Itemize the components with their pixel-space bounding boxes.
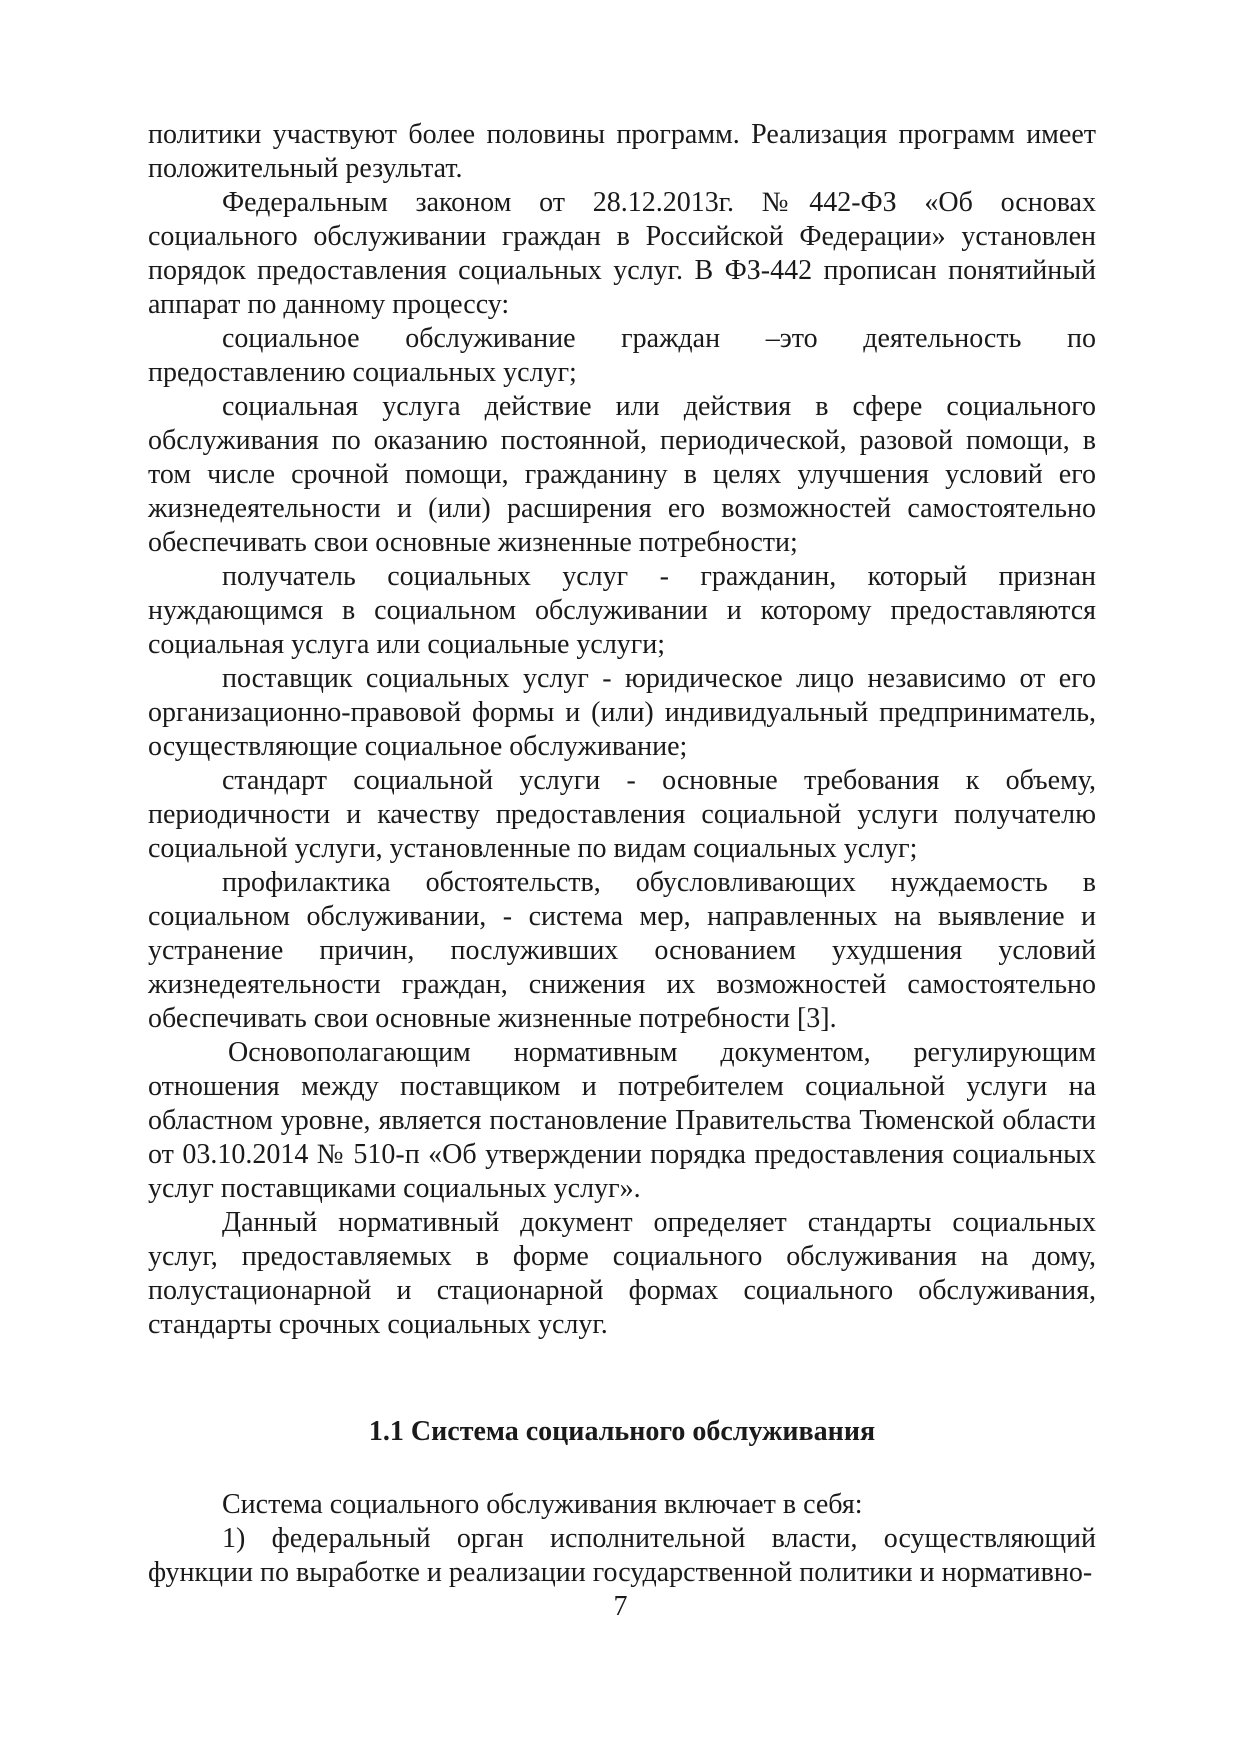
paragraph-system-includes: Система социального обслуживания включает в себя: [222,1489,863,1520]
section-heading: 1.1 Система социального обслуживания [368,1416,876,1447]
page-number: 7 [613,1591,628,1622]
paragraph-definition-standard: стандарт социальной услуги - основные требования к объему, периодичности и качеству предоставления социальной услуги получателю социальной услуги, установленные по видам социальных услуг; [148,765,1096,864]
paragraph-federal-law: Федеральным законом от 28.12.2013г. №442-ФЗ «Об основах социального обслуживании граждан в Российской Федерации» установлен порядок предоставления социальных услуг. В ФЗ-442 прописан понятийный аппарат по данному процессу: [148,187,1096,320]
paragraph-definition-recipient: получатель социальных услуг - гражданин, который признан нуждающимся в социальном обслуживании и которому предоставляются социальная услуга или социальные услуги; [148,561,1096,660]
paragraph-continuation: политики участвуют более половины программ. Реализация программ имеет положительный результат. [148,119,1096,184]
page-body [148,118,1096,1590]
paragraph-definition-provider: поставщик социальных услуг - юридическое лицо независимо от его организационно-правовой формы и (или) индивидуальный предприниматель, осуществляющие социальное обслуживание; [148,663,1096,762]
paragraph-regional-regulation: Основополагающим нормативным документом, регулирующим отношения между поставщиком и потребителем социальной услуги на областном уровне, является постановление Правительства Тюменской области от 03.10.2014 № 510-п «Об утверждении порядка предоставления социальных услуг поставщиками социальных услуг». [148,1037,1096,1204]
paragraph-definition-social-service: социальное обслуживание граждан –это деятельность по предоставлению социальных услуг; [148,323,1096,388]
paragraph-standards: Данный нормативный документ определяет стандарты социальных услуг, предоставляемых в форме социального обслуживания на дому, полустационарной и стационарной формах социального обслуживания, стандарты срочных социальных услуг. [148,1207,1096,1340]
paragraph-definition-prevention: профилактика обстоятельств, обусловливающих нуждаемость в социальном обслуживании, - система мер, направленных на выявление и устранение причин, послуживших основанием ухудшения условий жизнедеятельности граждан, снижения их возможностей самостоятельно обеспечивать свои основные жизненные потребности [3]. [148,867,1096,1034]
paragraph-list-item-1: 1) федеральный орган исполнительной власти, осуществляющий функции по выработке и реализации государственной политики и нормативно- [148,1523,1096,1588]
paragraph-definition-social-service-act: социальная услуга действие или действия в сфере социального обслуживания по оказанию постоянной, периодической, разовой помощи, в том числе срочной помощи, гражданину в целях улучшения условий его жизнедеятельности и (или) расширения его возможностей самостоятельно обеспечивать свои основные жизненные потребности; [148,391,1096,558]
